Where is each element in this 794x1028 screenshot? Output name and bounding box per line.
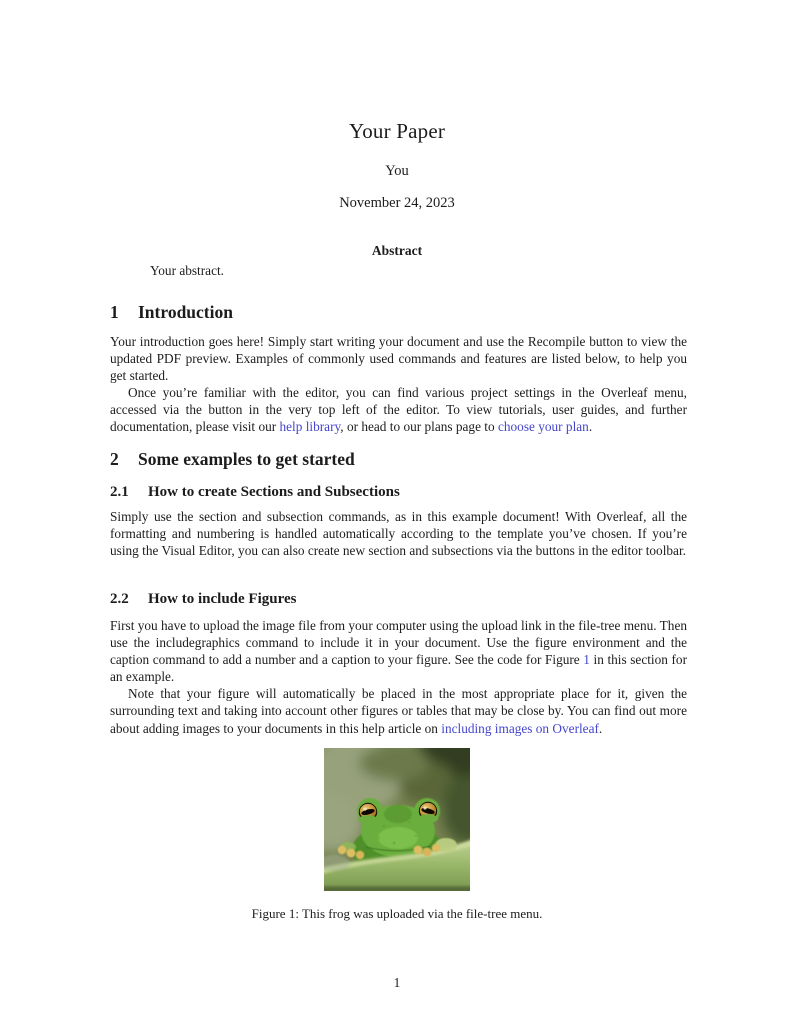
figure-1-caption: Figure 1: This frog was uploaded via the file-tree menu. <box>251 906 543 921</box>
paper-date: November 24, 2023 <box>339 195 455 211</box>
subsection-2-1-body <box>110 508 687 559</box>
text-run: Your introduction goes here! Simply start writing your document and use the Recompile button to view the updated PDF preview. Examples of commonly used commands and features are listed below, to help you get started. <box>110 334 687 384</box>
section-1-number: 1 <box>110 302 119 322</box>
text-run: Simply use the section and subsection commands, as in this example document! With Overleaf, all the formatting and numbering is handled automatically according to the template you’ve chosen. If you’re using the Visual Editor, you can also create new section and subsections via the buttons in the editor toolbar. <box>110 509 687 559</box>
inline-link[interactable]: help library <box>279 419 341 435</box>
paper-title: Your Paper <box>348 119 446 143</box>
intro-paragraph-1 <box>110 333 687 384</box>
intro-paragraph-2 <box>110 384 687 435</box>
text-run: Note that your figure will automatically be placed in the most appropriate place for it, given the surrounding text and taking into account other figures or tables that may be close by. You can find out more about adding images to your documents in this help article on <box>110 686 687 736</box>
subsection-2-2-title: How to include Figures <box>148 591 297 607</box>
inline-link[interactable]: including images on Overleaf <box>441 720 599 736</box>
section-2-heading <box>110 449 690 470</box>
abstract-heading: Abstract <box>371 243 423 258</box>
subsection-2-1-title: How to create Sections and Subsections <box>148 484 400 500</box>
text-run: , or head to our plans page to <box>340 419 498 435</box>
subsection-2-2-number: 2.2 <box>110 591 129 607</box>
paper-author: You <box>385 163 409 179</box>
text-run: First you have to upload the image file from your computer using the upload link in the file-tree menu. Then use the includegraphics command to include it in your document. Use the figure environment and the caption command to add a number and a caption to your figure. See the code for Figure <box>110 618 687 668</box>
text-run: . <box>588 419 593 435</box>
figure-1 <box>324 748 470 891</box>
section-1-heading <box>110 302 690 323</box>
section-2-title: Some examples to get started <box>138 449 355 469</box>
subsection-2-1-paragraph <box>110 508 687 559</box>
text-run: . <box>598 720 603 736</box>
figures-paragraph-2 <box>110 685 687 736</box>
section-2-number: 2 <box>110 449 119 469</box>
subsection-2-2-body <box>110 617 687 737</box>
frog-photo-image <box>324 748 470 891</box>
subsection-2-1-number: 2.1 <box>110 484 129 500</box>
inline-link[interactable]: 1 <box>583 652 590 668</box>
inline-link[interactable]: choose your plan <box>497 419 589 435</box>
text-run: in this section for an example. <box>110 652 687 685</box>
text-run: Once you’re familiar with the editor, you can find various project settings in the Overleaf menu, accessed via the button in the very top left of the editor. To view tutorials, user guides, and further documentation, please visit our <box>110 385 687 435</box>
section-1-title: Introduction <box>138 302 233 322</box>
subsection-2-2-heading <box>110 591 690 608</box>
page-number: 1 <box>393 975 401 990</box>
figures-paragraph-1 <box>110 617 687 685</box>
subsection-2-1-heading <box>110 484 690 501</box>
abstract-body: Your abstract. <box>150 263 224 278</box>
section-1-body <box>110 333 687 436</box>
